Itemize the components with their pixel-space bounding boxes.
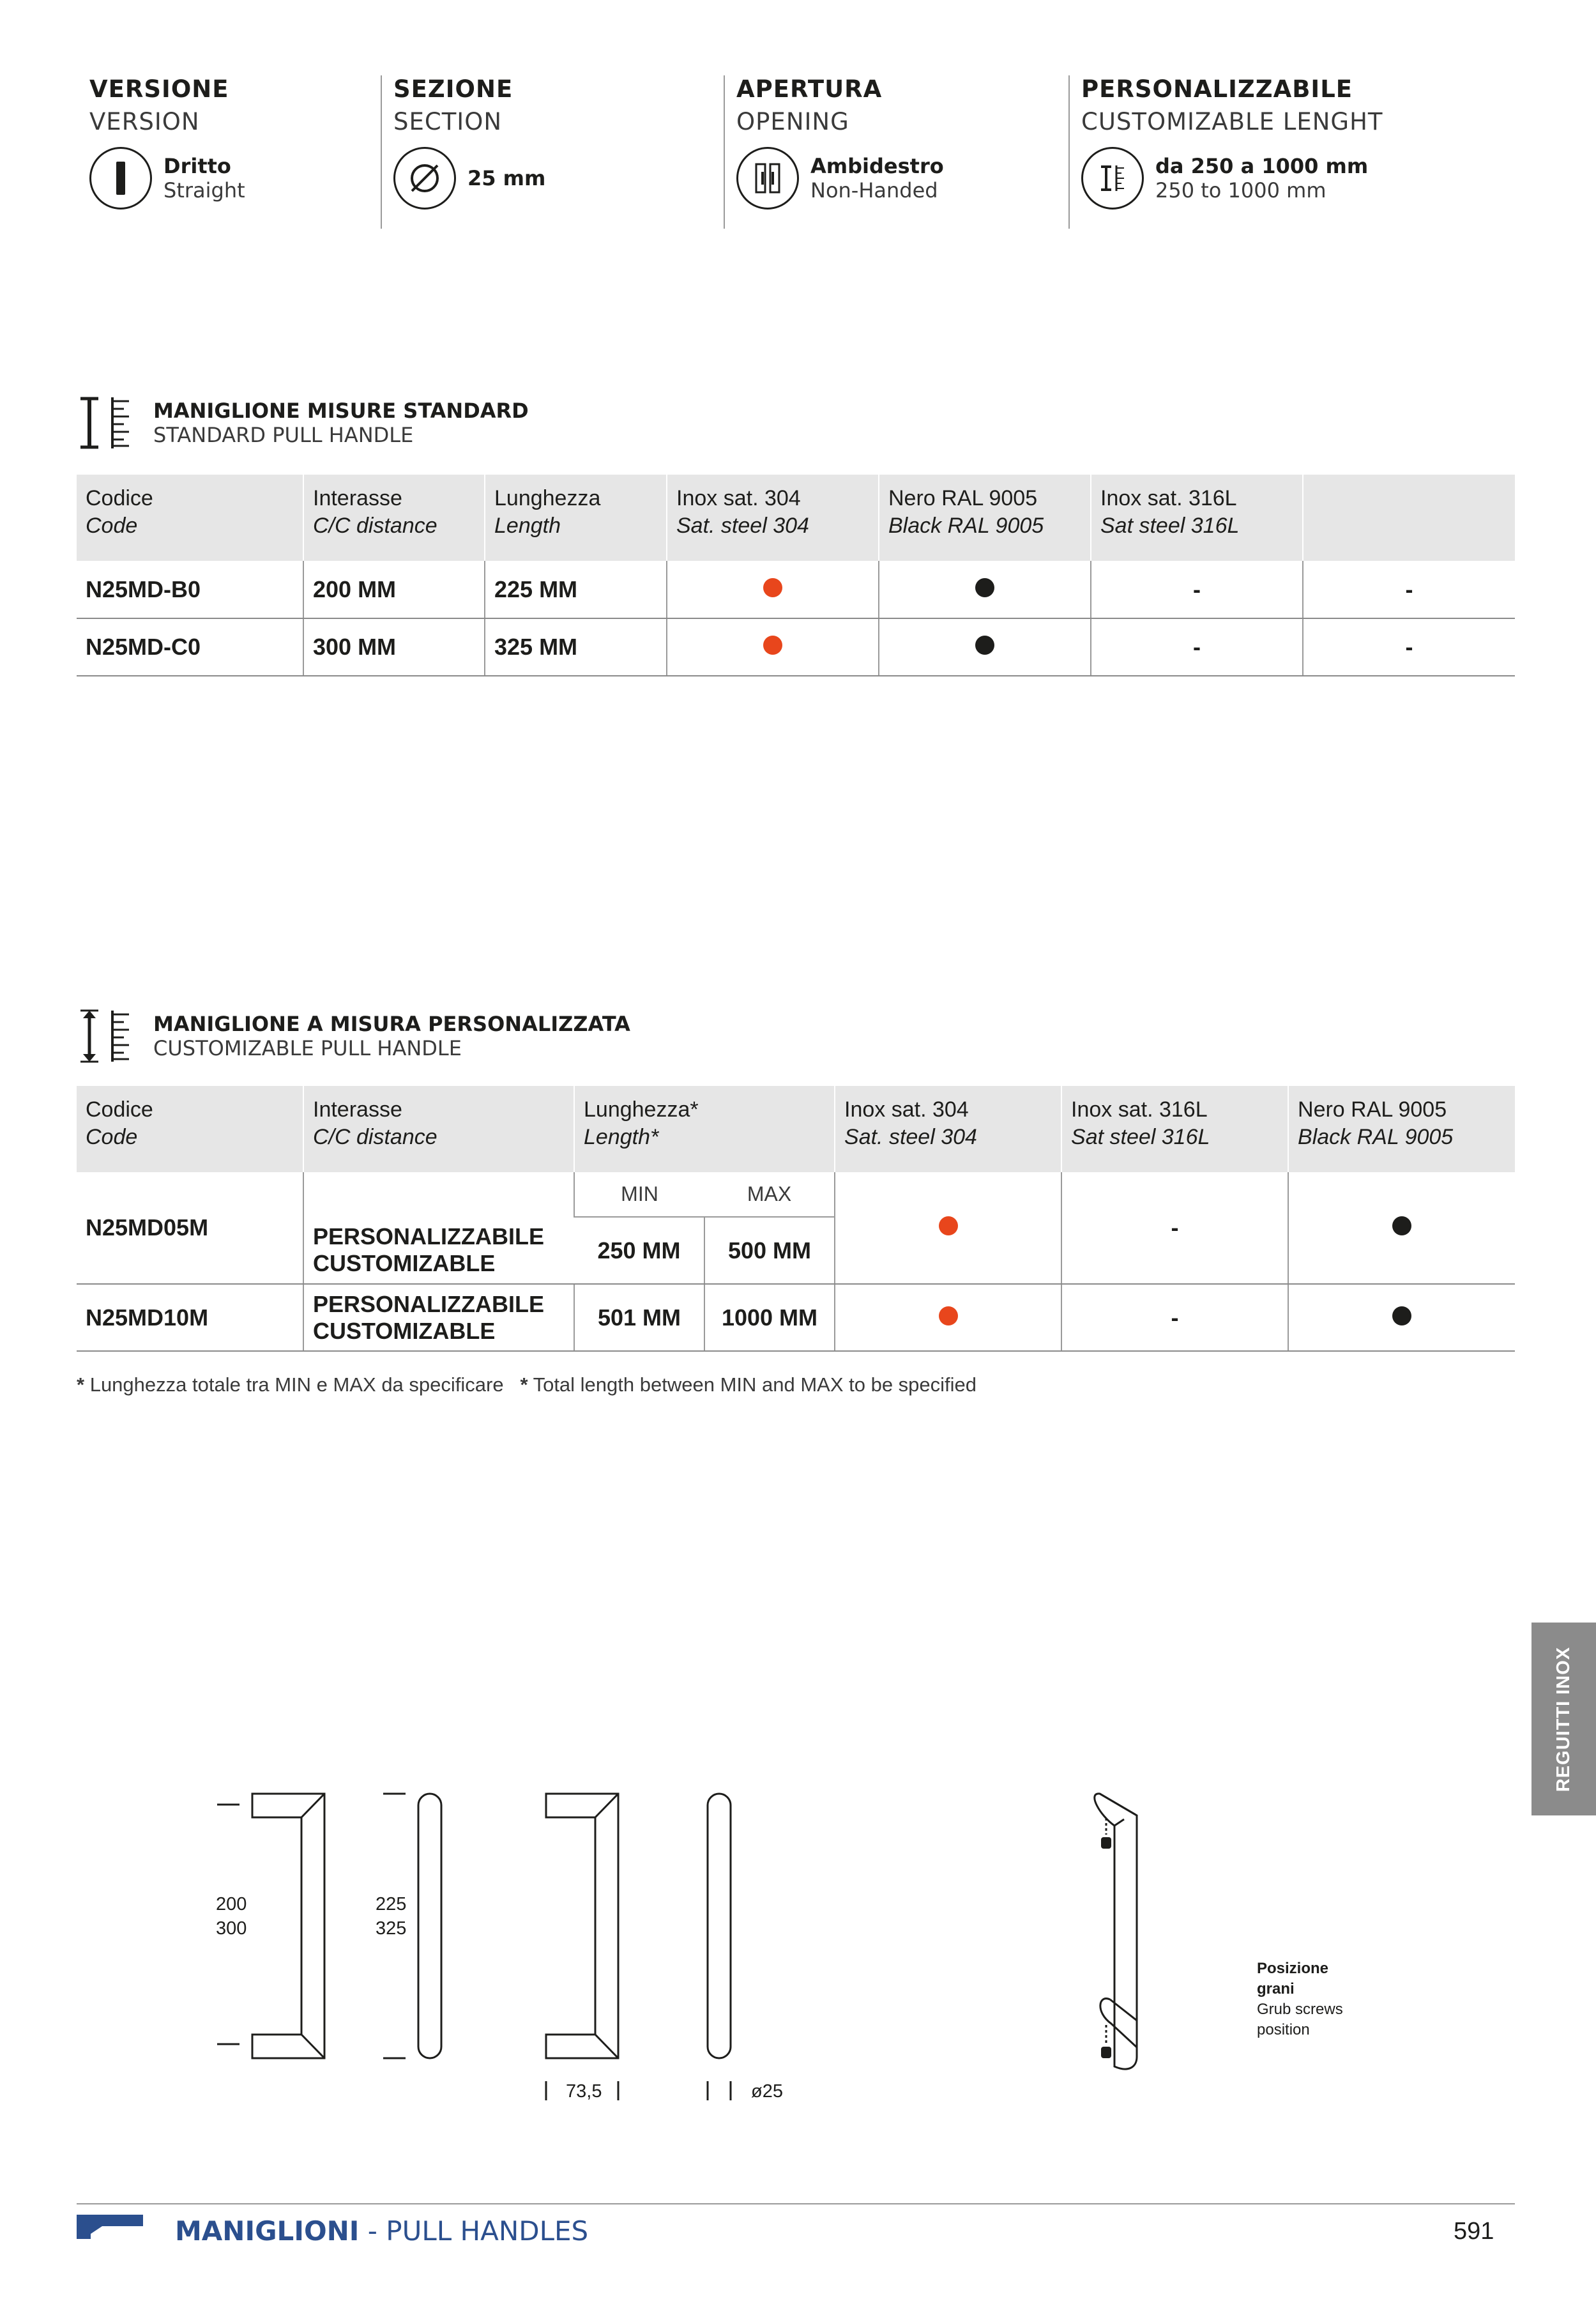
available-black-dot — [1392, 1216, 1411, 1235]
length-cell: 225 MM — [485, 561, 667, 618]
section-title: MANIGLIONE MISURE STANDARD — [153, 399, 529, 423]
available-black-dot — [975, 636, 994, 655]
finish-304-cell — [667, 618, 879, 676]
spec-title: SEZIONE — [393, 75, 513, 103]
cc-dimension-label: 200 300 — [216, 1894, 247, 1939]
available-black-dot — [975, 578, 994, 597]
divider — [381, 75, 382, 229]
cc-cell: PERSONALIZZABILE CUSTOMIZABLE — [303, 1172, 574, 1284]
col-header: Codice Code — [77, 475, 303, 561]
spec-value: Dritto — [163, 154, 231, 178]
finish-316-cell: - — [1091, 618, 1303, 676]
col-header: Inox sat. 316L Sat steel 316L — [1091, 475, 1303, 561]
finish-316-cell: - — [1061, 1172, 1288, 1284]
custom-length-icon — [77, 1009, 134, 1063]
spec-subtitle: SECTION — [393, 108, 503, 135]
finish-ral-cell — [1288, 1172, 1515, 1284]
diameter-dimension-label: ø25 — [751, 2081, 783, 2102]
spec-title: VERSIONE — [89, 75, 229, 103]
spec-value: 25 mm — [467, 166, 546, 190]
table-row — [77, 561, 1515, 618]
code-cell: N25MD-C0 — [77, 618, 303, 676]
col-header: Inox sat. 304 Sat. steel 304 — [667, 475, 879, 561]
cc-cell: 300 MM — [303, 618, 485, 676]
spec-value-en: Non-Handed — [810, 178, 938, 202]
custom-table — [77, 1086, 1515, 1352]
available-orange-dot — [939, 1306, 958, 1325]
table-header-row — [77, 475, 1515, 561]
finish-316-cell: - — [1091, 561, 1303, 618]
finish-ral-cell — [1288, 1284, 1515, 1351]
min-cell: 250 MM — [574, 1217, 704, 1284]
straight-icon — [89, 147, 152, 210]
cc-cell: 200 MM — [303, 561, 485, 618]
spec-title: APERTURA — [736, 75, 883, 103]
technical-drawing — [192, 1776, 1405, 2108]
code-cell: N25MD-B0 — [77, 561, 303, 618]
section-title: MANIGLIONE A MISURA PERSONALIZZATA — [153, 1012, 630, 1036]
double-door-icon — [736, 147, 799, 210]
col-header: Nero RAL 9005 Black RAL 9005 — [1288, 1086, 1515, 1172]
table-row — [77, 1284, 1515, 1351]
finish-ral-cell — [879, 561, 1091, 618]
col-header: Interasse C/C distance — [303, 1086, 574, 1172]
col-header: Interasse C/C distance — [303, 475, 485, 561]
depth-dimension-label: 73,5 — [566, 2081, 602, 2102]
page-number: 591 — [1454, 2218, 1494, 2245]
finish-304-cell — [835, 1172, 1061, 1284]
spec-value: Ambidestro — [810, 154, 944, 178]
max-cell: 500 MM — [704, 1217, 835, 1284]
length-cell: 325 MM — [485, 618, 667, 676]
table-row — [77, 618, 1515, 676]
available-orange-dot — [763, 578, 782, 597]
table-header-row — [77, 1086, 1515, 1172]
col-header: Inox sat. 316L Sat steel 316L — [1061, 1086, 1288, 1172]
spec-opening — [736, 75, 944, 210]
side-tab — [1531, 1623, 1596, 1815]
min-cell: 501 MM — [574, 1284, 704, 1351]
col-header: Inox sat. 304 Sat. steel 304 — [835, 1086, 1061, 1172]
footnote: * Lunghezza totale tra MIN e MAX da specificare * Total length between MIN and MAX to be specified — [77, 1373, 977, 1396]
col-header: Codice Code — [77, 1086, 303, 1172]
spec-value-en: 250 to 1000 mm — [1155, 178, 1326, 202]
finish-316-cell: - — [1061, 1284, 1288, 1351]
handle-isometric-view — [1095, 1794, 1137, 2069]
available-black-dot — [1392, 1306, 1411, 1325]
code-cell: N25MD10M — [77, 1284, 303, 1351]
available-orange-dot — [763, 636, 782, 655]
fixed-length-icon — [77, 396, 134, 450]
footer-title: MANIGLIONI - PULL HANDLES — [175, 2215, 589, 2247]
spec-subtitle: VERSION — [89, 108, 200, 135]
handle-profile-view-2 — [708, 1794, 731, 2100]
length-icon — [1081, 147, 1144, 210]
code-cell: N25MD05M — [77, 1172, 303, 1284]
length-dimension-label: 225 325 — [376, 1894, 407, 1939]
spec-version — [89, 75, 245, 210]
diameter-icon — [393, 147, 456, 210]
section-subtitle: STANDARD PULL HANDLE — [153, 423, 414, 447]
spec-subtitle: CUSTOMIZABLE LENGHT — [1081, 108, 1383, 135]
brand-logo — [77, 2212, 143, 2240]
finish-304-cell — [835, 1284, 1061, 1351]
table-subheader-row — [77, 1172, 1515, 1217]
divider — [724, 75, 725, 229]
spec-title: PERSONALIZZABILE — [1081, 75, 1353, 103]
footer-divider — [77, 2203, 1515, 2204]
handle-side-view-2 — [546, 1794, 618, 2100]
col-header: Nero RAL 9005 Black RAL 9005 — [879, 475, 1091, 561]
side-tab-label: REGUITTI INOX — [1553, 1646, 1574, 1792]
max-label: MAX — [704, 1172, 835, 1217]
custom-section-header — [77, 1009, 630, 1063]
finish-304-cell — [667, 561, 879, 618]
grub-screw-caption: Posizione grani Grub screws position — [1257, 1960, 1343, 2038]
extra-cell: - — [1303, 618, 1515, 676]
available-orange-dot — [939, 1216, 958, 1235]
divider — [1068, 75, 1070, 229]
col-header: Lunghezza Length — [485, 475, 667, 561]
spec-customizable — [1081, 75, 1383, 210]
spec-value-en: Straight — [163, 178, 245, 202]
standard-section-header — [77, 396, 529, 450]
col-header — [1303, 475, 1515, 561]
spec-value: da 250 a 1000 mm — [1155, 154, 1369, 178]
section-subtitle: CUSTOMIZABLE PULL HANDLE — [153, 1036, 462, 1060]
min-label: MIN — [574, 1172, 704, 1217]
cc-cell: PERSONALIZZABILE CUSTOMIZABLE — [303, 1284, 574, 1351]
col-header: Lunghezza* Length* — [574, 1086, 835, 1172]
finish-ral-cell — [879, 618, 1091, 676]
spec-subtitle: OPENING — [736, 108, 849, 135]
extra-cell: - — [1303, 561, 1515, 618]
standard-table — [77, 475, 1515, 676]
max-cell: 1000 MM — [704, 1284, 835, 1351]
spec-section — [393, 75, 545, 210]
